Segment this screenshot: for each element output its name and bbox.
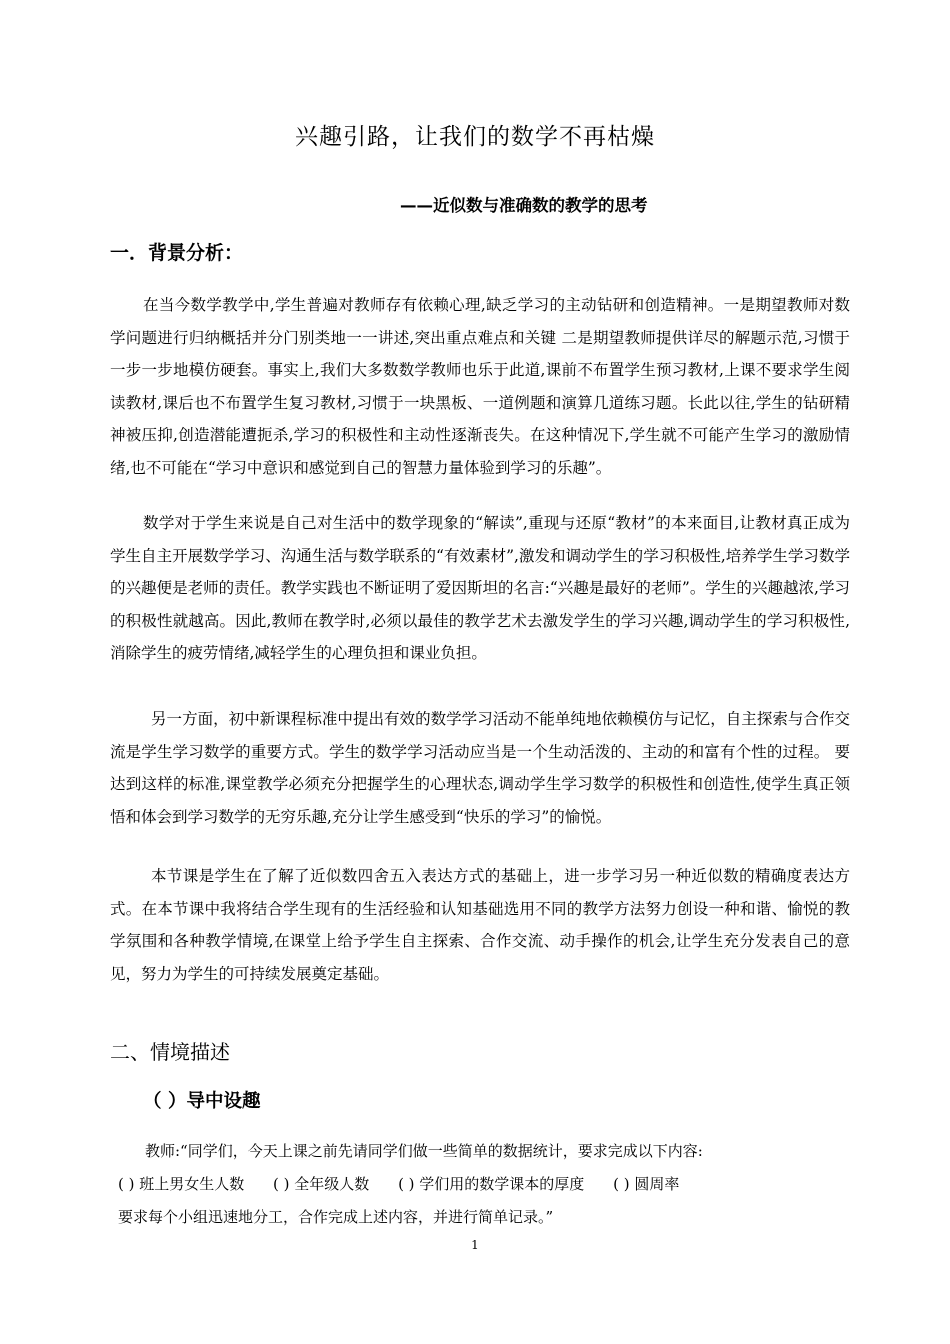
teacher-line: 教师:“同学们，今天上课之前先请同学们做一些简单的数据统计，要求完成以下内容: [145,1142,703,1160]
task-item: ( ) 学们用的数学课本的厚度 [398,1175,585,1193]
document-title: 兴趣引路，让我们的数学不再枯燥 [295,124,655,150]
section-heading-background: 一．背景分析： [110,242,244,264]
instruction-line: 要求每个小组迅速地分工，合作完成上述内容，并进行简单记录。” [118,1208,554,1226]
document-subtitle: ——近似数与准确数的教学的思考 [400,196,648,215]
task-item: ( ) 全年级人数 [273,1175,370,1193]
task-list [118,1173,703,1194]
section-heading-scenario: 二、情境描述 [110,1040,230,1064]
task-item: ( ) 班上男女生人数 [118,1175,245,1193]
paragraph-3: 另一方面，初中新课程标准中提出有效的数学学习活动不能单纯地依赖模仿与记忆，自主探索与合作交流是学生学习数学的重要方式。学生的数学学习活动应当是一个生动活泼的、主动的和富有个性的过程。 要达到这样的标准,课堂教学必须充分把握学生的心理状态,调动学生学习数学的积极性和创造性,使学生真正领悟和体会到学习数学的无穷乐趣,充分让学生感受到“快乐的学习”的愉悦。 [110,710,850,826]
task-item: ( ) 圆周率 [613,1175,680,1193]
page-number: 1 [471,1238,479,1252]
paragraph-2: 数学对于学生来说是自己对生活中的数学现象的“解读”,重现与还原“教材”的本来面目,让教材真正成为学生自主开展数学学习、沟通生活与数学联系的“有效素材”,激发和调动学生的学习积极性,培养学生学习数学的兴趣便是老师的责任。教学实践也不断证明了爱因斯坦的名言:“兴趣是最好的老师”。学生的兴趣越浓,学习的积极性就越高。因此,教师在教学时,必须以最佳的教学艺术去激发学生的学习兴趣,调动学生的学习积极性,消除学生的疲劳情绪,减轻学生的心理负担和课业负担。 [110,514,850,662]
paragraph-1: 在当今数学教学中,学生普遍对教师存有依赖心理,缺乏学习的主动钻研和创造精神。一是期望教师对数学问题进行归纳概括并分门别类地一一讲述,突出重点难点和关键 二是期望教师提供详尽的解题示范,习惯于一步一步地模仿硬套。事实上,我们大多数数学教师也乐于此道,课前不布置学生预习教材,上课不要求学生阅读教材,课后也不布置学生复习教材,习惯于一块黑板、一道例题和演算几道练习题。长此以往,学生的钻研精神被压抑,创造潜能遭扼杀,学习的积极性和主动性逐渐丧失。在这种情况下,学生就不可能产生学习的激励情绪,也不可能在“学习中意识和感觉到自己的智慧力量体验到学习的乐趣”。 [110,296,850,477]
subsection-heading: （ ）导中设趣 [143,1091,261,1112]
paragraph-4: 本节课是学生在了解了近似数四舍五入表达方式的基础上，进一步学习另一种近似数的精确度表达方式。在本节课中我将结合学生现有的生活经验和认知基础选用不同的教学方法努力创设一种和谐、愉悦的教学氛围和各种教学情境,在课堂上给予学生自主探索、合作交流、动手操作的机会,让学生充分发表自己的意见，努力为学生的可持续发展奠定基础。 [110,867,850,983]
